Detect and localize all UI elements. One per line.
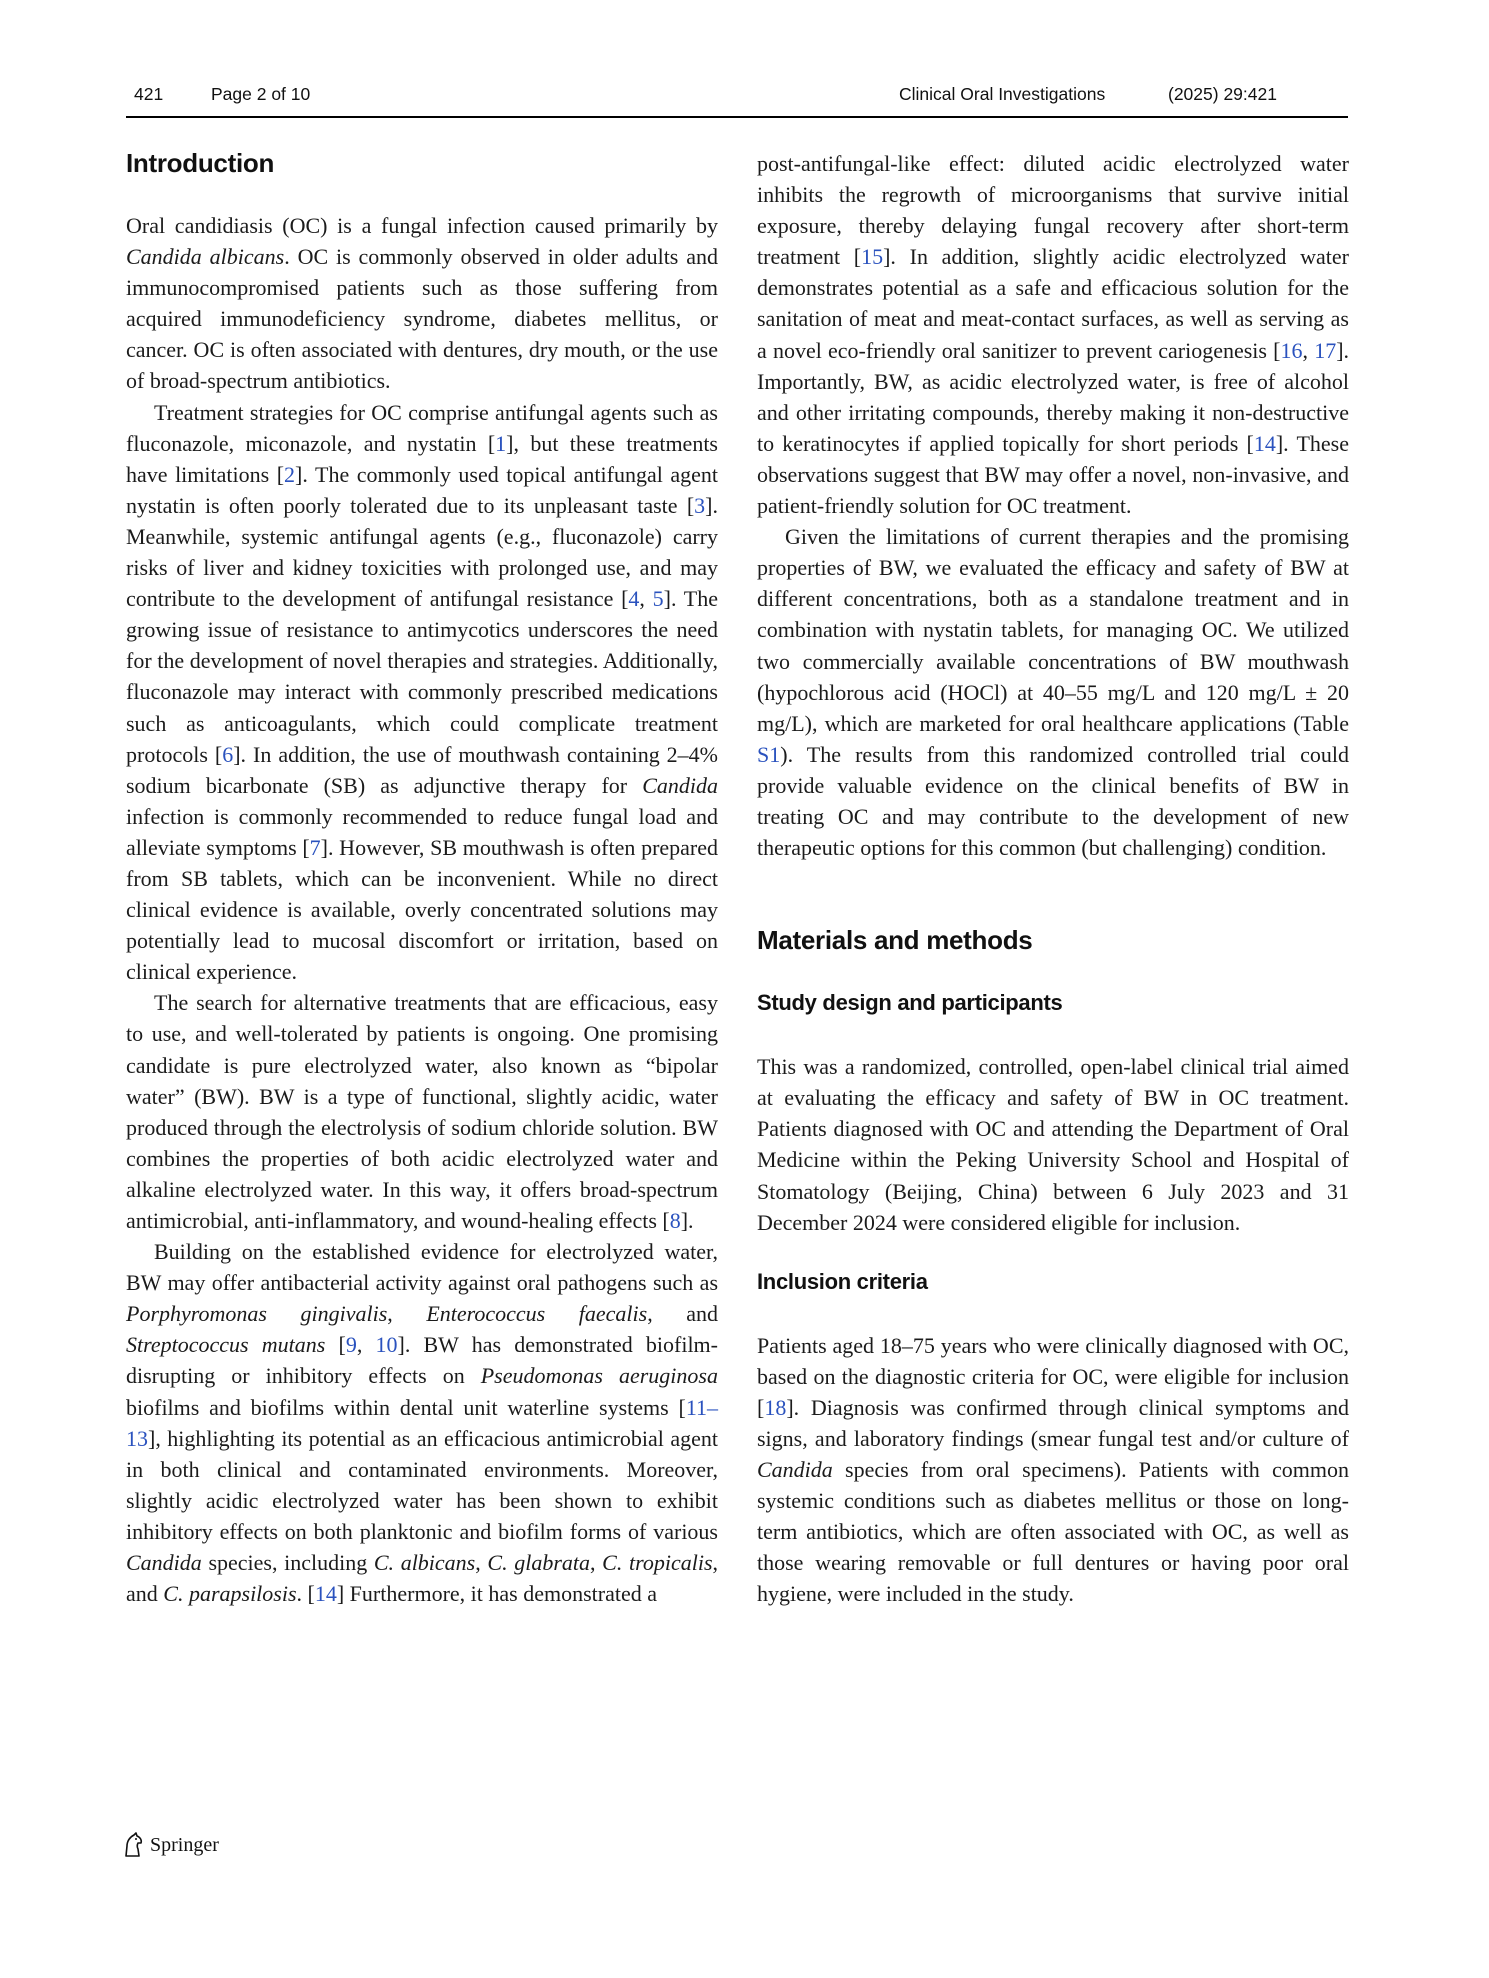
citation-link[interactable]: 3: [694, 492, 706, 518]
citation-link[interactable]: 10: [375, 1332, 398, 1358]
right-column: [757, 148, 1349, 1610]
paragraph: post-antifungal-like effect: diluted acidic electrolyzed water inhibits the regrowth of microorganisms that survive initial exposure, thereby delaying fungal recovery after short-term treatment [15]. In addition, slightly acidic electrolyzed water demonstrates potential as a safe and efficacious solution for the sanitation of meat and meat-contact surfaces, as well as serving as a novel eco-friendly oral sanitizer to prevent cariogenesis [16, 17]. Importantly, BW, as acidic electrolyzed water, is free of alcohol and other irritating compounds, thereby making it non-destructive to keratinocytes if applied topically for short periods [14]. These observations suggest that BW may offer a novel, non-invasive, and patient-friendly solution for OC treatment.: [757, 151, 1350, 519]
paragraph: This was a randomized, controlled, open-label clinical trial aimed at evaluating the efficacy and safety of BW in OC treatment. Patients diagnosed with OC and attending the Department of Oral Medicine within the Peking University School and Hospital of Stomatology (Beijing, China) between 6 July 2023 and 31 December 2024 were considered eligible for inclusion.: [757, 1054, 1349, 1235]
publisher-footer: [122, 1830, 219, 1860]
citation-link[interactable]: 11–13: [126, 1394, 718, 1451]
article-number: 421: [134, 84, 164, 104]
citation-link[interactable]: 8: [669, 1208, 681, 1233]
citation-link[interactable]: 2: [284, 461, 296, 487]
paragraph: Oral candidiasis (OC) is a fungal infection caused primarily by Candida albicans. OC is commonly observed in older adults and immunocompromised patients such as those suffering from acquired immunodeficiency syndrome, diabetes mellitus, or cancer. OC is often associated with dentures, dry mouth, or the use of broad-spectrum antibiotics.: [126, 213, 718, 394]
page-label: Page 2 of 10: [211, 84, 311, 104]
citation-link[interactable]: 5: [652, 586, 664, 612]
springer-horse-icon: [122, 1832, 144, 1858]
citation-link[interactable]: 14: [1253, 430, 1276, 456]
citation-link[interactable]: 6: [222, 741, 234, 767]
citation-link[interactable]: 1: [495, 430, 507, 456]
citation-link[interactable]: 9: [345, 1332, 357, 1358]
journal-name: Clinical Oral Investigations: [899, 84, 1106, 104]
paragraph: Given the limitations of current therapies and the promising properties of BW, we evaluated the efficacy and safety of BW at different concentrations, both as a standalone treatment and in combination with nystatin tablets, for managing OC. We utilized two commercially available concentrations of BW mouthwash (hypochlorous acid (HOCl) at 40–55 mg/L and 120 mg/L ± 20 mg/L), which are marketed for oral healthcare applications (Table S1). The results from this randomized controlled trial could provide valuable evidence on the clinical benefits of BW in treating OC and may contribute to the development of new therapeutic options for this common (but challenging) condition.: [757, 524, 1349, 861]
citation-link[interactable]: 14: [314, 1581, 337, 1607]
left-column: [126, 148, 718, 1609]
citation: (2025) 29:421: [1168, 84, 1277, 104]
citation-link[interactable]: 4: [628, 586, 640, 612]
supplementary-table-link[interactable]: S1: [757, 741, 781, 767]
paragraph: Treatment strategies for OC comprise antifungal agents such as fluconazole, miconazole, and nystatin [1], but these treatments have limitations [2]. The commonly used topical antifungal agent nystatin is often poorly tolerated due to its unpleasant taste [3]. Meanwhile, systemic antifungal agents (e.g., fluconazole) carry risks of liver and kidney toxicities with prolonged use, and may contribute to the development of antifungal resistance [4, 5]. The growing issue of resistance to antimycotics underscores the need for the development of novel therapies and strategies. Additionally, fluconazole may interact with commonly prescribed medications such as anticoagulants, which could complicate treatment protocols [6]. In addition, the use of mouthwash containing 2–4% sodium bicarbonate (SB) as adjunctive therapy for Candida infection is commonly recommended to reduce fungal load and alleviate symptoms [7]. However, SB mouthwash is often prepared from SB tablets, which can be inconvenient. While no direct clinical evidence is available, overly concentrated solutions may potentially lead to mucosal discomfort or irritation, based on clinical experience.: [126, 399, 719, 985]
citation-link[interactable]: 17: [1314, 337, 1337, 363]
publisher-name: Springer: [150, 1833, 219, 1856]
paragraph: Patients aged 18–75 years who were clinically diagnosed with OC, based on the diagnostic criteria for OC, were eligible for inclusion [18]. Diagnosis was confirmed through clinical symptoms and signs, and laboratory findings (smear fungal test and/or culture of Candida species from oral specimens). Patients with common systemic conditions such as diabetes mellitus or those on long-term antibiotics, which are often associated with OC, as well as those wearing removable or full dentures or having poor oral hygiene, were included in the study.: [757, 1332, 1349, 1607]
citation-link[interactable]: 15: [861, 244, 884, 270]
citation-link[interactable]: 18: [764, 1394, 787, 1420]
subsection-heading-inclusion: Inclusion criteria: [757, 1268, 928, 1294]
subsection-heading-study-design: Study design and participants: [757, 990, 1063, 1016]
section-heading-introduction: Introduction: [126, 148, 275, 178]
paragraph: The search for alternative treatments that are efficacious, easy to use, and well-tolerated by patients is ongoing. One promising candidate is pure electrolyzed water, also known as “bipolar water” (BW). BW is a type of functional, slightly acidic, water produced through the electrolysis of sodium chloride solution. BW combines the properties of both acidic electrolyzed water and alkaline electrolyzed water. In this way, it offers broad-spectrum antimicrobial, anti-inflammatory, and wound-healing effects [8].: [126, 990, 718, 1233]
citation-link[interactable]: 7: [309, 834, 321, 860]
section-heading-methods: Materials and methods: [757, 925, 1033, 956]
paragraph: Building on the established evidence for electrolyzed water, BW may offer antibacterial activity against oral pathogens such as Porphyromonas gingivalis, Enterococcus faecalis, and Streptococcus mutans [9, 10]. BW has demonstrated biofilm-disrupting or inhibitory effects on Pseudomonas aeruginosa biofilms and biofilms within dental unit waterline systems [11–13], highlighting its potential as an efficacious antimicrobial agent in both clinical and contaminated environments. Moreover, slightly acidic electrolyzed water has been shown to exhibit inhibitory effects on both planktonic and biofilm forms of various Candida species, including C. albicans, C. glabrata, C. tropicalis, and C. parapsilosis. [14] Furthermore, it has demonstrated a: [126, 1239, 719, 1607]
running-header: [126, 78, 1348, 118]
citation-link[interactable]: 16: [1280, 337, 1303, 363]
